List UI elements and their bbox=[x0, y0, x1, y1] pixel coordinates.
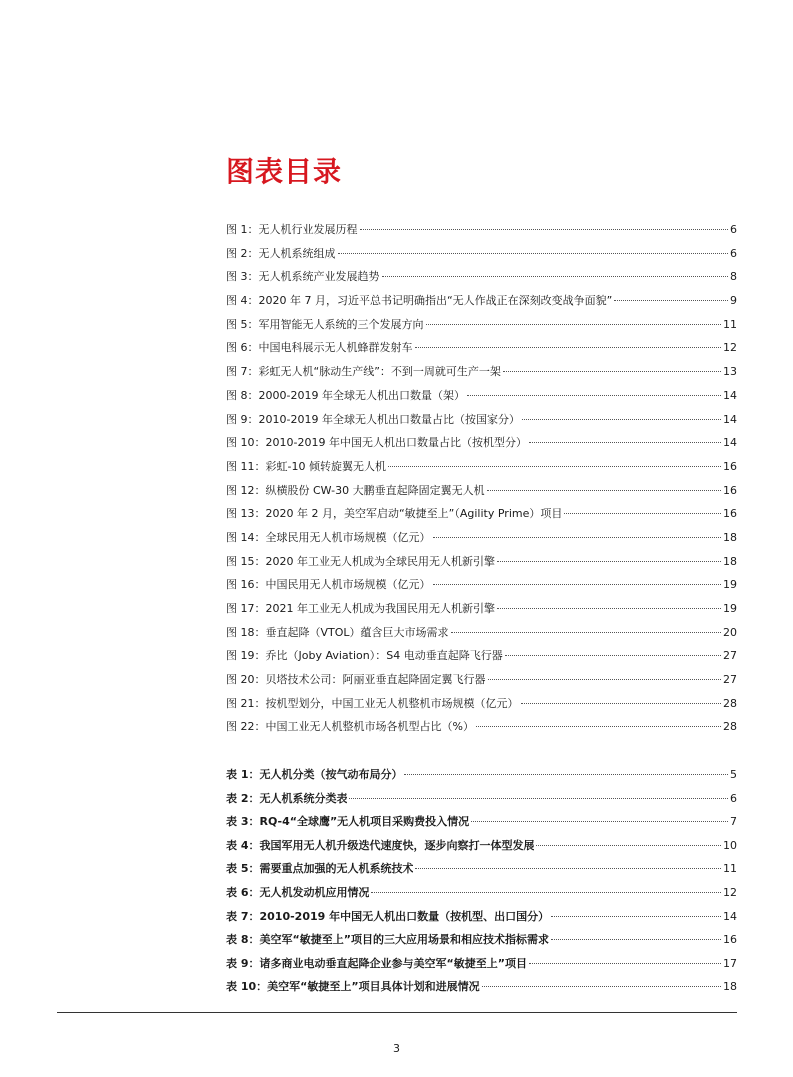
footer-divider bbox=[57, 1012, 737, 1013]
table-entry-title: 表 3：RQ-4“全球鹰”无人机项目采购费投入情况 bbox=[226, 815, 470, 829]
dot-leader bbox=[614, 300, 728, 301]
figure-entry[interactable] bbox=[226, 363, 737, 387]
table-entry[interactable] bbox=[226, 837, 737, 861]
table-entry-title: 表 8：美空军“敏捷至上”项目的三大应用场景和相应技术指标需求 bbox=[226, 933, 549, 947]
table-entry-page: 10 bbox=[723, 838, 737, 852]
table-entry-page: 7 bbox=[730, 815, 737, 829]
dot-leader bbox=[471, 821, 728, 822]
figure-entry-title: 图 9：2010-2019 年全球无人机出口数量占比（按国家分） bbox=[226, 412, 520, 426]
dot-leader bbox=[497, 608, 721, 609]
figure-entry-title: 图 15：2020 年工业无人机成为全球民用无人机新引擎 bbox=[226, 554, 495, 568]
dot-leader bbox=[476, 726, 721, 727]
figure-entry[interactable] bbox=[226, 292, 737, 316]
figure-entry[interactable] bbox=[226, 624, 737, 648]
dot-leader bbox=[497, 561, 721, 562]
figure-entry-page: 14 bbox=[723, 412, 737, 426]
dot-leader bbox=[488, 679, 722, 680]
figure-entry[interactable] bbox=[226, 268, 737, 292]
table-entry[interactable] bbox=[226, 931, 737, 955]
dot-leader bbox=[382, 276, 729, 277]
dot-leader bbox=[349, 798, 728, 799]
figure-entry-page: 8 bbox=[730, 270, 737, 284]
figure-entry-title: 图 16：中国民用无人机市场规模（亿元） bbox=[226, 578, 431, 592]
dot-leader bbox=[467, 395, 721, 396]
dot-leader bbox=[522, 419, 721, 420]
table-entry[interactable] bbox=[226, 813, 737, 837]
dot-leader bbox=[551, 916, 721, 917]
figure-entry-page: 6 bbox=[730, 223, 737, 236]
table-entry-title: 表 4：我国军用无人机升级迭代速度快，逐步向察打一体型发展 bbox=[226, 838, 535, 852]
figure-entry-title: 图 5：军用智能无人系统的三个发展方向 bbox=[226, 317, 424, 331]
dot-leader bbox=[388, 466, 721, 467]
table-entry[interactable] bbox=[226, 884, 737, 908]
figure-list bbox=[226, 221, 737, 742]
table-entry-page: 6 bbox=[730, 791, 737, 805]
figure-entry[interactable] bbox=[226, 411, 737, 435]
table-list bbox=[226, 766, 737, 1002]
table-entry[interactable] bbox=[226, 790, 737, 814]
dot-leader bbox=[529, 963, 721, 964]
figure-entry-title: 图 3：无人机系统产业发展趋势 bbox=[226, 270, 380, 284]
figure-entry[interactable] bbox=[226, 434, 737, 458]
figure-entry-page: 14 bbox=[723, 388, 737, 402]
figure-entry-page: 20 bbox=[723, 625, 737, 639]
table-entry-page: 11 bbox=[723, 862, 737, 876]
figure-entry-page: 27 bbox=[723, 673, 737, 687]
figure-entry-page: 6 bbox=[730, 246, 737, 260]
figure-entry-title: 图 1：无人机行业发展历程 bbox=[226, 223, 358, 236]
figure-entry-title: 图 20：贝塔技术公司：阿丽亚垂直起降固定翼飞行器 bbox=[226, 673, 486, 687]
figure-entry[interactable] bbox=[226, 600, 737, 624]
figure-entry-title: 图 7：彩虹无人机“脉动生产线”：不到一周就可生产一架 bbox=[226, 365, 501, 379]
dot-leader bbox=[338, 253, 729, 254]
figure-entry-title: 图 8：2000-2019 年全球无人机出口数量（架） bbox=[226, 388, 465, 402]
figure-entry[interactable] bbox=[226, 553, 737, 577]
figure-entry-page: 13 bbox=[723, 365, 737, 379]
figure-entry[interactable] bbox=[226, 458, 737, 482]
figure-entry-title: 图 14：全球民用无人机市场规模（亿元） bbox=[226, 530, 431, 544]
dot-leader bbox=[415, 347, 722, 348]
figure-entry[interactable] bbox=[226, 387, 737, 411]
table-entry[interactable] bbox=[226, 955, 737, 979]
figure-entry-page: 16 bbox=[723, 507, 737, 521]
table-entry-page: 16 bbox=[723, 933, 737, 947]
figure-entry[interactable] bbox=[226, 505, 737, 529]
figure-entry-page: 19 bbox=[723, 578, 737, 592]
dot-leader bbox=[521, 703, 722, 704]
dot-leader bbox=[415, 868, 721, 869]
dot-leader bbox=[426, 324, 722, 325]
dot-leader bbox=[505, 655, 721, 656]
table-entry-title: 表 1：无人机分类（按气动布局分） bbox=[226, 768, 403, 781]
figure-entry[interactable] bbox=[226, 339, 737, 363]
figure-entry-title: 图 11：彩虹-10 倾转旋翼无人机 bbox=[226, 459, 386, 473]
figure-entry-title: 图 22：中国工业无人机整机市场各机型占比（%） bbox=[226, 720, 474, 734]
figure-entry-title: 图 10：2010-2019 年中国无人机出口数量占比（按机型分） bbox=[226, 436, 527, 450]
table-entry[interactable] bbox=[226, 908, 737, 932]
figure-entry-page: 28 bbox=[723, 720, 737, 734]
figure-entry[interactable] bbox=[226, 576, 737, 600]
figure-entry-page: 12 bbox=[723, 341, 737, 355]
figure-entry-page: 16 bbox=[723, 459, 737, 473]
figure-entry-page: 14 bbox=[723, 436, 737, 450]
figure-entry[interactable] bbox=[226, 695, 737, 719]
dot-leader bbox=[433, 584, 722, 585]
table-entry-title: 表 10：美空军“敏捷至上”项目具体计划和进展情况 bbox=[226, 980, 480, 994]
figure-entry-title: 图 17：2021 年工业无人机成为我国民用无人机新引擎 bbox=[226, 602, 495, 615]
dot-leader bbox=[551, 939, 721, 940]
dot-leader bbox=[503, 371, 721, 372]
figure-entry-page: 27 bbox=[723, 649, 737, 663]
table-entry[interactable] bbox=[226, 860, 737, 884]
figure-entry-title: 图 12：纵横股份 CW-30 大鹏垂直起降固定翼无人机 bbox=[226, 483, 485, 497]
figure-entry-page: 19 bbox=[723, 602, 737, 615]
dot-leader bbox=[482, 986, 721, 987]
table-entry-page: 14 bbox=[723, 909, 737, 923]
figure-entry-page: 11 bbox=[723, 317, 737, 331]
page-number: 3 bbox=[393, 1042, 400, 1055]
dot-leader bbox=[536, 845, 721, 846]
page-title: 图表目录 bbox=[226, 155, 343, 188]
dot-leader bbox=[404, 774, 728, 775]
table-entry-page: 12 bbox=[723, 885, 737, 899]
table-entry-title: 表 5：需要重点加强的无人机系统技术 bbox=[226, 862, 414, 876]
figure-entry[interactable] bbox=[226, 529, 737, 553]
figure-entry[interactable] bbox=[226, 671, 737, 695]
table-entry[interactable] bbox=[226, 766, 737, 790]
figure-entry-page: 16 bbox=[723, 483, 737, 497]
table-entry-page: 17 bbox=[723, 956, 737, 970]
dot-leader bbox=[371, 892, 721, 893]
dot-leader bbox=[433, 537, 722, 538]
table-entry-page: 5 bbox=[730, 768, 737, 781]
dot-leader bbox=[564, 513, 721, 514]
dot-leader bbox=[451, 632, 721, 633]
figure-entry[interactable] bbox=[226, 316, 737, 340]
table-entry-page: 18 bbox=[723, 980, 737, 994]
table-entry-title: 表 9：诸多商业电动垂直起降企业参与美空军“敏捷至上”项目 bbox=[226, 956, 527, 970]
table-entry[interactable] bbox=[226, 978, 737, 1002]
figure-entry-title: 图 18：垂直起降（VTOL）蕴含巨大市场需求 bbox=[226, 625, 449, 639]
table-entry-title: 表 6：无人机发动机应用情况 bbox=[226, 885, 370, 899]
figure-entry-title: 图 2：无人机系统组成 bbox=[226, 246, 336, 260]
figure-entry-title: 图 6：中国电科展示无人机蜂群发射车 bbox=[226, 341, 413, 355]
figure-entry-title: 图 13：2020 年 2 月，美空军启动“敏捷至上”（Agility Prime）项目 bbox=[226, 507, 563, 521]
figure-entry-page: 18 bbox=[723, 554, 737, 568]
figure-entry-title: 图 4：2020 年 7 月，习近平总书记明确指出“无人作战正在深刻改变战争面貌” bbox=[226, 294, 613, 308]
figure-entry-page: 9 bbox=[730, 294, 737, 308]
dot-leader bbox=[529, 442, 721, 443]
figure-entry[interactable] bbox=[226, 221, 737, 245]
figure-entry[interactable] bbox=[226, 718, 737, 742]
figure-entry-page: 28 bbox=[723, 696, 737, 710]
dot-leader bbox=[487, 490, 721, 491]
figure-entry-title: 图 19：乔比（Joby Aviation）：S4 电动垂直起降飞行器 bbox=[226, 649, 503, 663]
figure-entry-page: 18 bbox=[723, 530, 737, 544]
figure-entry[interactable] bbox=[226, 482, 737, 506]
table-entry-title: 表 7：2010-2019 年中国无人机出口数量（按机型、出口国分） bbox=[226, 909, 550, 923]
dot-leader bbox=[360, 229, 729, 230]
figure-entry[interactable] bbox=[226, 647, 737, 671]
figure-entry-title: 图 21：按机型划分，中国工业无人机整机市场规模（亿元） bbox=[226, 696, 519, 710]
table-entry-title: 表 2：无人机系统分类表 bbox=[226, 791, 348, 805]
figure-entry[interactable] bbox=[226, 245, 737, 269]
